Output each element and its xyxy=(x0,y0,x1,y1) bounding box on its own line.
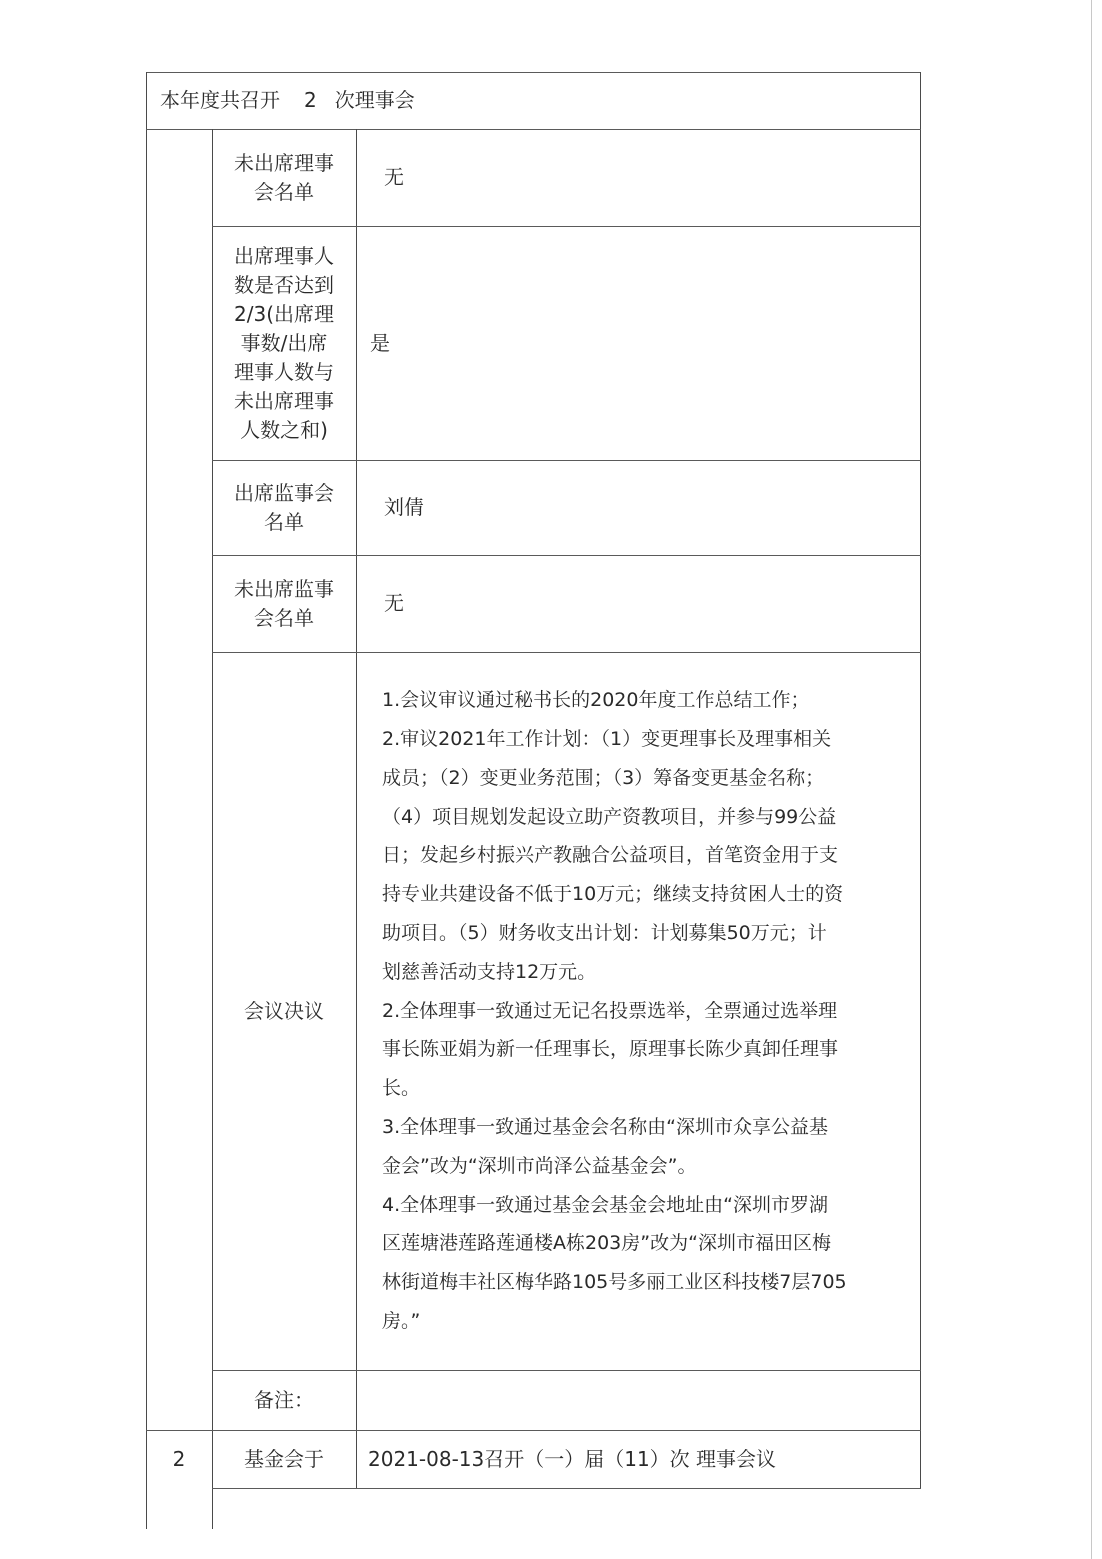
quorum-label: 出席理事人 数是否达到 2/3(出席理 事数/出席 理事人数与 未出席理事 人数之和) xyxy=(234,243,334,442)
resolution-content xyxy=(382,652,912,1370)
quorum-value: 是 xyxy=(370,330,390,355)
meeting-index: 2 xyxy=(172,1446,186,1471)
resolution-label: 会议决议 xyxy=(244,998,324,1023)
table-right-border xyxy=(920,72,921,1489)
remarks-value xyxy=(384,1370,904,1430)
meeting-count-prefix: 本年度共召开 xyxy=(160,88,280,112)
next-meeting-value: 2021-08-13召开（一）届（11）次 理事会议 xyxy=(368,1446,777,1471)
table-left-border xyxy=(146,72,147,1529)
scan-edge xyxy=(1091,0,1092,1559)
supervisors-absent-value: 无 xyxy=(384,591,404,615)
supervisors-absent-label: 未出席监事 会名单 xyxy=(234,576,334,630)
meeting-count-header xyxy=(160,72,900,129)
supervisors-present-value: 刘倩 xyxy=(384,495,424,519)
table-bottom-divider xyxy=(212,1488,921,1489)
remarks-label: 备注： xyxy=(254,1387,314,1412)
absent-directors-label: 未出席理事 会名单 xyxy=(234,150,334,204)
meeting-count-suffix: 次理事会 xyxy=(334,88,415,112)
next-meeting-label: 基金会于 xyxy=(244,1446,324,1471)
value-column-left-border xyxy=(356,129,357,1489)
meeting-count-value: 2 xyxy=(304,88,317,112)
resolution-text: 1.会议审议通过秘书长的2020年度工作总结工作； 2.审议2021年工作计划：（1）变更理事长及理事相关 成员；（2）变更业务范围；（3）筹备变更基金名称； （4）项目规划发起设立助产资教项目，并参与99公益 日；发起乡村振兴产教融合公益项目，首笔资金用于支 持专业共建设备不低于10万元；继续支持贫困人士的资 助项目。（5）财务收支出计划：计划募集50万元；计 划慈善活动支持12万元。 2.全体理事一致通过无记名投票选举，全票通过选举理 事长陈亚娟为新一任理事长，原理事长陈少真卸任理事 长。 3.全体理事一致通过基金会名称由“深圳市众享公益基 金会”改为“深圳市尚泽公益基金会”。 4.全体理事一致通过基金会基金会地址由“深圳市罗湖 区莲塘港莲路莲通楼A栋203房”改为“深圳市福田区梅 林街道梅丰社区梅华路105号多丽工业区科技楼7层705 房。” xyxy=(382,689,847,1332)
absent-directors-value: 无 xyxy=(384,165,404,189)
supervisors-present-label: 出席监事会 名单 xyxy=(234,480,334,534)
